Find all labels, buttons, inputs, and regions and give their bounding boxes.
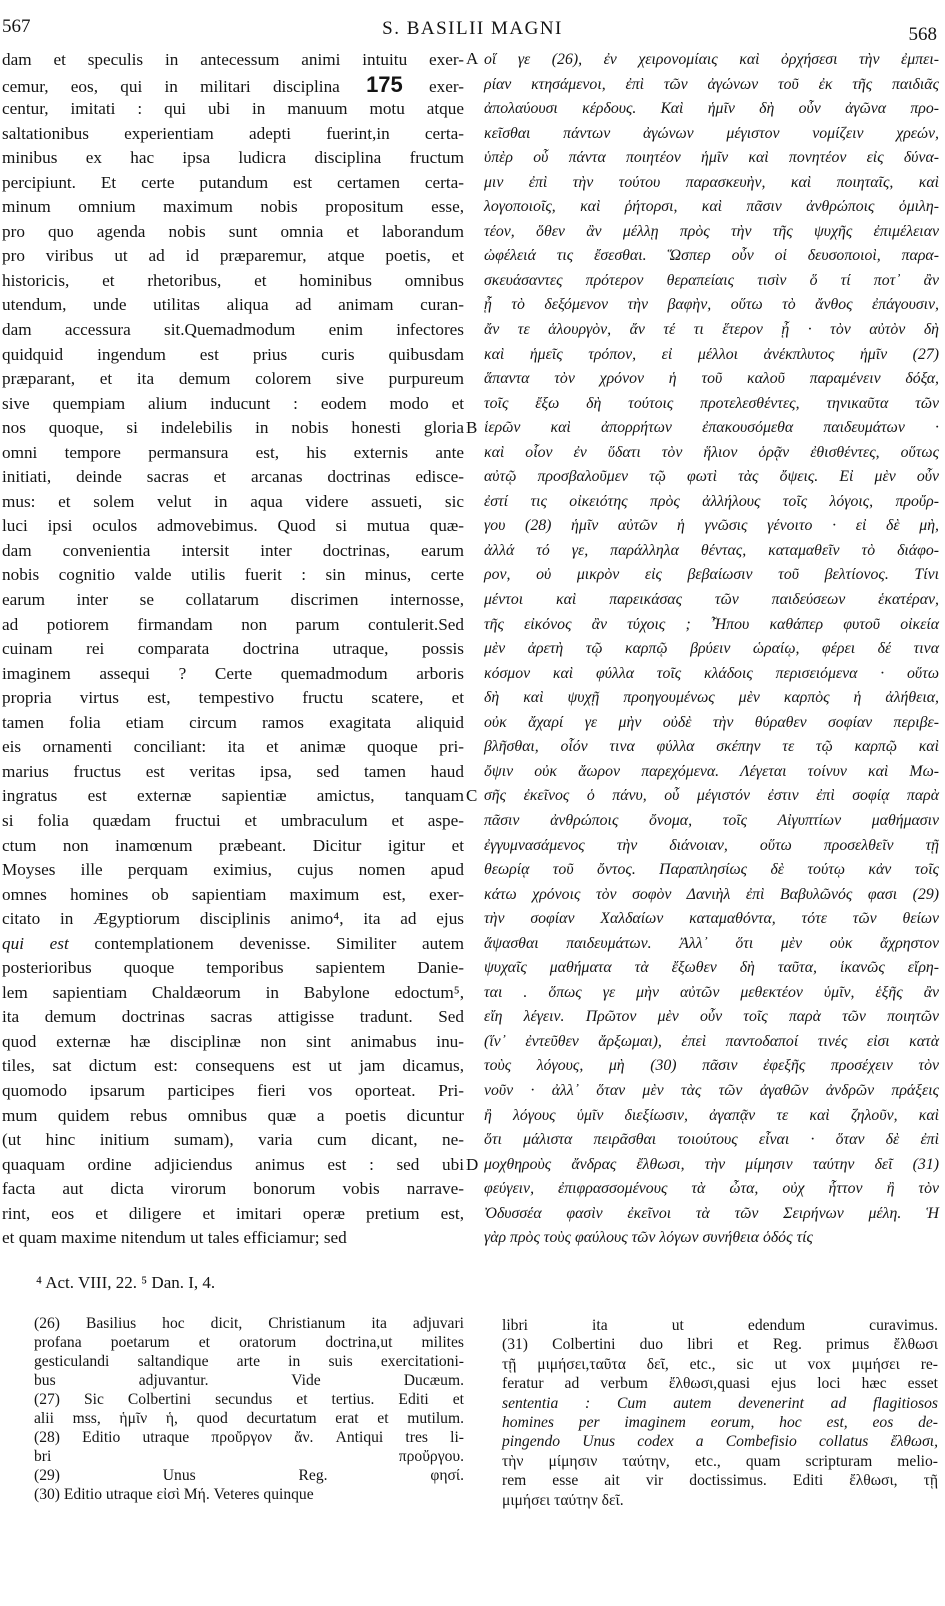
latin-line: saltationibus experientiam adepti fuerint,in certa- [2,123,464,143]
latin-line: historicis, et rhetoribus, et hominibus omnibus [2,270,464,290]
footnote-line: sententia : Cum autem devenerint ad flagitiosos [502,1394,938,1412]
greek-line: λογοποιοῖς, καὶ ῥήτορσι, καὶ πᾶσιν ἀνθρώποις ὁμιλη- [484,198,939,216]
margin-letter-b: B [466,418,478,437]
footnote-line: (28) Editio utraque προὔργον ἄν. Antiqui tres li- [34,1429,464,1446]
latin-line: omni tempore permansura est, his externis ante [2,442,464,462]
greek-line: ὄψιν οὐκ ἄωρον παρεχόμενα. Λέγεται τοίνυν καὶ Μω- [484,762,939,780]
greek-line: μέντοι καὶ παρεικάσας τῶν παιδεύσεων ἑκατέραν, [484,591,939,609]
footnote-line: profana poetarum et oratorum doctrina,ut milites [34,1334,464,1351]
greek-line: εἴη λέγειν. Πρῶτον μὲν οὖν τοῖς παρὰ τῶν ποιητῶν [484,1008,939,1026]
greek-line: γὰρ πρὸς τοὺς φαύλους τῶν λόγων συνήθεια ὁδός τίς [484,1229,813,1247]
greek-line: ρον, οὐ μικρὸν εἰς βεβαίωσιν τοῦ βελτίονος. Τίνι [484,566,939,584]
latin-line: rint, eos et diligere et imitari operæ pretium est, [2,1203,464,1223]
greek-line: αὐτῷ προσβαλοῦμεν τῷ φωτὶ τὰς ὄψεις. Εἰ μὲν οὖν [484,468,939,486]
latin-line: marius fructus est veritas ipsa, sed tamen haud [2,761,464,781]
footnote-line: bri προὔργου. [34,1448,464,1465]
footnote-line: gesticulandi saltandique arte in suis exercitationi- [34,1353,464,1370]
footnote-line: (30) Editio utraque εἰσὶ Μή. Veteres quinque [34,1486,314,1503]
greek-line: καὶ ἡμεῖς τρόπον, εἰ μέλλοι ἀνέκπλυτος ἡμῖν (27) [484,345,939,363]
footnote-line: rem esse ait vir doctissimus. Editi ἔλθωσι, τῇ [502,1472,938,1490]
greek-line: καὶ οἷον ἐν ὕδατι τὸν ἥλιον ὁρᾷν ἐθισθέντες, οὕτως [484,443,939,461]
latin-line: nos quoque, si indelebilis in nobis honesti gloria [2,418,464,438]
latin-line: luci ipsi oculos admovebimus. Quod si mutua quæ- [2,516,464,536]
right-page-number: 568 [908,24,937,45]
latin-line: cuinam rei comparata doctrina utraque, possis [2,639,464,659]
greek-line: (ἵν᾽ ἐντεῦθεν ἄρξωμαι), ἐπεὶ παντοδαποί τινές εἰσι κατὰ [484,1032,939,1050]
footnote-line: bus adjuvantur. Vide Ducæum. [34,1372,464,1389]
latin-line: qui est contemplationem devenisse. Similiter autem [2,933,464,953]
column-number: 175 [366,71,403,97]
greek-line: ὅτι μάλιστα πειρᾶσθαι τοιούτους εἶναι · ὅταν δὲ ἐπὶ [484,1131,939,1149]
greek-line: ἅψασθαι παιδευμάτων. Ἀλλ᾽ ὅτι μὲν οὐκ ἄχρηστον [484,934,939,952]
latin-line: ad potiorem firmandam non parum contulerit.Sed [2,614,464,634]
scripture-references: ⁴ Act. VIII, 22. ⁵ Dan. I, 4. [36,1273,216,1292]
greek-line: ἀλλά τό γε, παράλληλα θέντας, καταμαθεῖν τὸ διάφο- [484,541,939,559]
greek-line: ἅπαντα τὸν χρόνον ἡ τοῦ καλοῦ παραμένειν δόξα, [484,370,939,388]
greek-line: νοῦν · ἀλλ᾽ ὅταν μὲν τὰς τῶν ἀγαθῶν ἀνδρῶν πράξεις [484,1081,939,1099]
greek-line: ἱερῶν καὶ ἀπορρήτων ἐπακουσόμεθα παιδευμάτων · [484,419,939,437]
latin-line: ita demum doctrinas sacras attigisse tradunt. Sed [2,1007,464,1027]
greek-line: ἀπολαύουσι κέρδους. Καὶ ἡμῖν δὴ οὖν ἀγῶνα προ- [484,100,939,118]
greek-line: τοῖς ἔξω δὴ τούτοις προτελεσθέντες, τηνικαῦτα τῶν [484,394,939,412]
margin-letter-d: D [466,1155,479,1174]
greek-line: πᾶσιν ἀνθρώποις ὄνομα, τοῖς Αἰγυπτίων μαθήμασιν [484,811,939,829]
footnote-line: (31) Colbertini duo libri et Reg. primus ἔλθωσι [502,1336,938,1354]
latin-line: sive quempiam alium inducunt : eodem modo et [2,393,464,413]
greek-line: δὴ καὶ ψυχῇ προηγουμένως μὲν καρπὸς ἡ ἀλήθεια, [484,689,939,707]
latin-line: mum quidem rebus omnibus quæ a poetis dicuntur [2,1105,464,1125]
latin-line: tiles, sat dictum est: consequens est ut jam dicamus, [2,1056,464,1076]
greek-line: κόσμον καὶ φύλλα τοῖς κλάδοις περισειόμενα · οὕτω [484,664,939,682]
latin-line: dam accessura sit.Quemadmodum enim infectores [2,320,464,340]
greek-line: μὲν ἀρετὴ τῷ καρπῷ βρύειν ὡραίῳ, φέρει δέ τινα [484,640,939,658]
latin-line: centur, imitati : qui ubi in manuum motu atque [2,99,464,119]
greek-column [484,48,939,1251]
greek-line: ὑπὲρ οὗ πάντα ποιητέον ἡμῖν καὶ πονητέον εἰς δύνα- [484,149,939,167]
footnote-line: τῇ μιμήσει,ταῦτα δεῖ, etc., sic ut vox μιμήσει re- [502,1355,938,1373]
greek-line: γου (28) ἡμῖν αὐτῶν ἡ γνῶσις γένοιτο · εἰ δὲ μὴ, [484,517,939,535]
latin-line: quod externæ hæ disciplinæ non sint animabus inu- [2,1031,464,1051]
latin-line: pro viribus ut ad id præparemur, atque poetis, et [2,246,464,266]
footnote-line: homines per imaginem eorum, hoc est, eos de- [502,1414,938,1432]
greek-line: Ὀδυσσέα φασὶν ἐκεῖνοι τὰ τῶν Σειρήνων μέλη. Ἡ [484,1204,939,1222]
greek-line: ὠφέλειά τις ἔσεσθαι. Ὥσπερ οὖν οἱ δευσοποιοὶ, παρα- [484,247,939,265]
latin-line: si folia quædam fructui et umbraculum et aspe- [2,810,464,830]
greek-line: κάτω χρόνοις τὸν σοφὸν Δανιὴλ ἐπὶ Βαβυλῶνός φασι (29) [484,885,939,903]
latin-line: minum omnium maximum nobis propositum esse, [2,197,464,217]
footnote-line: alii mss, ἡμῖν ἡ, quod decurtatum erat et mutilum. [34,1410,464,1427]
greek-line: τῆς εἰκόνος ἂν τύχοις ; Ἦπου καθάπερ φυτοῦ οἰκεία [484,615,939,633]
greek-line: θεωρίᾳ τοῦ ὄντος. Παραπλησίως δὲ τούτῳ κἀν τοῖς [484,861,939,879]
greek-line: τοὺς λόγους, μὴ (30) πᾶσιν ἐφεξῆς προσέχειν τὸν [484,1057,939,1075]
greek-line: σκευάσαντες πρότερον θεραπείαις τισὶν ὅ τί ποτ᾽ ἂν [484,271,939,289]
latin-line: lem sapientiam Chaldæorum in Babylone edoctum⁵, [2,982,464,1002]
greek-line: ἐστί τις οἰκειότης πρὸς ἀλλήλους τοῖς λόγοις, προὔρ- [484,492,939,510]
latin-line: et quam maxime nitendum ut tales efficiamur; sed [2,1228,347,1248]
latin-line: earum inter se collatarum discrimen internosse, [2,590,464,610]
latin-line: tamen folia etiam circum ramos exagitata aliquid [2,712,464,732]
latin-line: nobis cognitio valde utilis fuerit : sin minus, certe [2,565,464,585]
footnote-line: (26) Basilius hoc dicit, Christianum ita adjuvari [34,1315,464,1332]
latin-line-continuation: exer- [429,76,465,96]
italic-phrase: qui est [2,933,69,953]
latin-line: percipiunt. Et certe putandum est certamen certa- [2,172,464,192]
latin-line: utendum, unde utilitas aliqua ad animam curan- [2,295,464,315]
latin-line: dam et speculis in antecessum animi intuitu exer- [2,50,464,69]
latin-line: præparant, et ita demum colorem sive purpureum [2,369,464,389]
greek-line: ρίαν κτησάμενοι, ἐπὶ τῶν ἀγώνων τοῦ ἐκ τῆς παιδιᾶς [484,75,939,93]
footnote-line: τὴν μίμησιν ταύτην, etc., quam scripturam melio- [502,1452,938,1470]
greek-line: ἄν τε ἁλουργὸν, ἄν τέ τι ἕτερον ᾖ · τὸν αὐτὸν δὴ [484,321,939,339]
greek-line: μοχθηροὺς ἄνδρας ἔλθωσι, τὴν μίμησιν ταύτην δεῖ (31) [484,1155,939,1173]
greek-line: οὐκ ἄχαρί γε μὴν οὐδὲ τὴν θύραθεν σοφίαν περιβε- [484,713,939,731]
greek-line: μιν ἐπὶ τὴν τούτου παρασκευὴν, καὶ ποιηταῖς, καὶ [484,173,939,191]
greek-line: τέον, ὅθεν ἂν μέλλῃ πρὸς τὴν τῆς ψυχῆς ἐπιμέλειαν [484,222,939,240]
greek-line: σῆς ἐκεῖνος ὁ πάνυ, οὗ μέγιστόν ἐστιν ἐπὶ σοφίᾳ παρὰ [484,787,939,805]
greek-line: ψυχαῖς μαθήματα τὰ ἔξωθεν δὴ ταῦτα, ἱκανῶς εἴρη- [484,959,939,977]
footnote-line: (27) Sic Colbertini secundus et tertius. Editi et [34,1391,464,1408]
latin-line: initiati, deinde sacras et arcanas doctrinas edisce- [2,467,464,487]
latin-line: ingratus est externæ sapientiæ amictus, tanquam [2,786,464,806]
greek-line: ἢ λόγους ὑμῖν διεξίωσιν, ἀγαπᾷν τε καὶ ζηλοῦν, καὶ [484,1106,939,1124]
greek-line: κεῖσθαι πάντων ἀγώνων μέγιστον νομίζειν χρεών, [484,124,939,142]
latin-line: (ut hinc initium sumam), varia cum dicant, ne- [2,1130,464,1150]
latin-line: mus: et solem velut in aqua videre assueti, sic [2,491,464,511]
greek-line: ται . ὅπως γε μὴν αὐτῶν μεθεκτέον ὑμῖν, ἑξῆς ἂν [484,983,939,1001]
latin-line: pro quo agenda nobis sunt omnia et laborandum [2,221,464,241]
latin-column [2,48,464,1251]
latin-line: quidquid ingendum est prius curis quibusdam [2,344,464,364]
latin-line: imaginem assequi ? Certe quemadmodum arboris [2,663,464,683]
latin-line: posterioribus quoque temporibus sapientem Danie- [2,958,464,978]
latin-line: facta aut dicta virorum bonorum vobis narrave- [2,1179,464,1199]
latin-line: dam convenientia intersit inter doctrinas, earum [2,540,464,560]
footnote-line: pingendo Unus codex a Combefisio collatus ἔλθωσι, [502,1433,938,1451]
left-page-number: 567 [2,16,31,37]
footnote-line: feratur ad verbum ἔλθωσι,quasi ejus loci hæc esset [502,1375,938,1393]
latin-line: quomodo ipsarum participes fieri vos oporteat. Pri- [2,1080,464,1100]
latin-line: quaquam ordine adjiciendus animus est : sed ubi [2,1154,464,1174]
margin-letter-c: C [466,786,478,805]
latin-line: ctum non inamœnum præbeant. Dicitur igitur et [2,835,464,855]
latin-line: minibus ex hac ipsa ludicra disciplina fructum [2,148,464,168]
footnote-line: libri ita ut edendum curavimus. [502,1317,938,1334]
greek-line: τὴν σοφίαν Χαλδαίων καταμαθόντα, τότε τῶν θείων [484,910,939,928]
latin-line: Moyses ille perquam eximius, cujus nomen apud [2,860,464,880]
greek-line: φεύγειν, ἐπιφρασσομένους τὰ ὦτα, οὐχ ἧττον ἢ τὸν [484,1180,939,1198]
greek-line: οἵ γε (26), ἐν χειρονομίαις καὶ ὀρχήσεσι τὴν ἐμπει- [484,51,939,68]
greek-line: βλῆσθαι, οἷόν τινα φύλλα σκέπην τε τῷ καρπῷ καὶ [484,738,939,756]
margin-letter-a: A [466,49,479,68]
footnotes-right [502,1316,938,1510]
footnotes-left [34,1314,464,1504]
footnote-line: (29) Unus Reg. φησί. [34,1467,464,1484]
greek-line: ᾖ τὸ δεξόμενον τὴν βαφὴν, οὕτω τὸ ἄνθος ἐπάγουσιν, [484,296,939,314]
latin-line: eis ornamenti conciliant: ita et animæ quoque pri- [2,737,464,757]
running-title: S. BASILII MAGNI [382,18,563,39]
latin-line: citato in Ægyptiorum disciplinis animo⁴, ita ad ejus [2,909,464,929]
greek-line: ἐγγυμνασάμενος τὴν διάνοιαν, οὕτω προσελθεῖν τῇ [484,836,939,854]
footnote-line: μιμήσει ταύτην δεῖ. [502,1491,624,1509]
latin-line: omnes homines ob sapientiam maximum est, exer- [2,884,464,904]
latin-line: propria virtus est, tempestivo fructu scatere, et [2,688,464,708]
latin-line: cemur, eos, qui in militari disciplina 175 exer- [2,71,465,97]
